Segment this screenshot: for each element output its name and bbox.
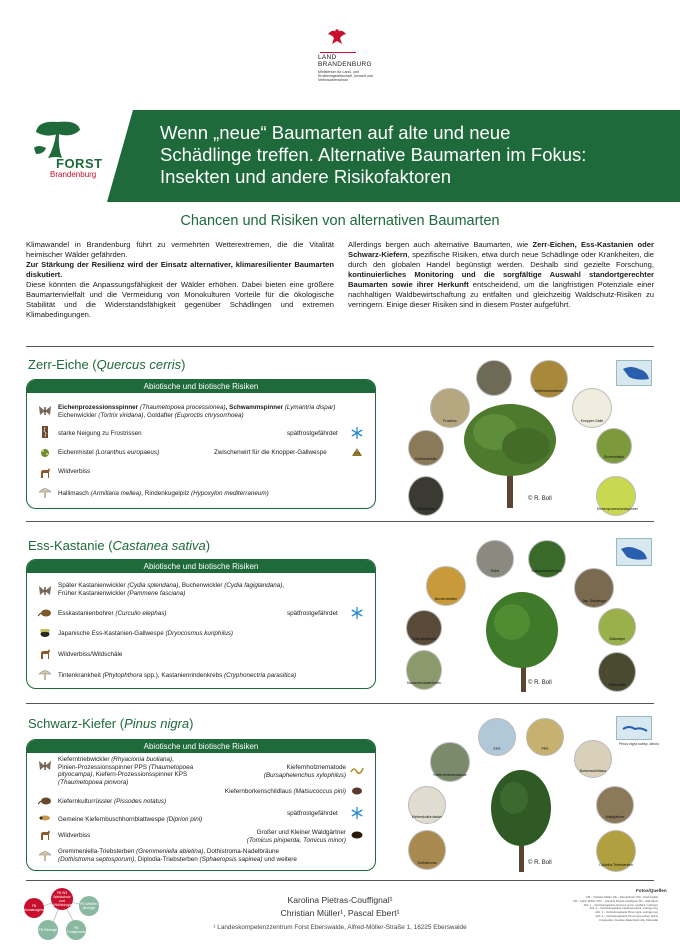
forst-sub: Brandenburg: [50, 170, 97, 179]
risk-late-frost-kiefer: spätfrostgefährdet: [287, 810, 338, 817]
beetle-icon: [350, 829, 364, 841]
distribution-map-kiefer: [616, 716, 652, 740]
panel-title: Abiotische und biotische Risiken: [27, 380, 375, 393]
photo-circle: Wildverbiss: [408, 476, 444, 516]
chestnut-tree-icon: [480, 588, 564, 672]
weevil-icon: [38, 607, 52, 619]
panel-title: Abiotische und biotische Risiken: [27, 740, 375, 753]
photo-circle: Kiefernschwärmer: [530, 360, 568, 398]
risk-fungi-zerr: Hallimasch (Armillaria mellea), Rindenkugelpilz (Hypoxylon mediterraneum): [58, 490, 269, 497]
photo-circle: Jap. Gallwespe: [574, 568, 614, 608]
mushroom-icon: [38, 486, 52, 498]
forst-logo: [24, 118, 114, 188]
mushroom-icon: [38, 668, 52, 680]
photo-circle: Kiefernkulturrüssler: [408, 786, 446, 824]
frost-crack-icon: [38, 426, 52, 438]
risk-moths-kiefer: Kieferntriebwickler (Rhyacionia buoliana), Pinien-Prozessionsspinner PPS (Thaumetopoea pityocampa), Kiefern-Prozessionsspinner KPS (Thaumetopoea pinivora): [58, 756, 194, 786]
risk-browsing-kiefer: Wildverbiss: [58, 832, 91, 839]
risk-panel-kastanie: [26, 559, 376, 689]
nematode-icon: [350, 764, 364, 776]
distribution-map-zerr: [616, 360, 652, 386]
scale-insect-icon: [350, 785, 364, 797]
risk-scale-insect: Kiefernborkenschildlaus (Matsucoccus pini): [224, 788, 346, 795]
photo-credit: © R. Boll: [528, 860, 552, 866]
risk-moths-kastanie: Später Kastanienwickler (Cydia splendana), Buchenwickler (Cydia fagiglandana), Früher Kastanienwickler (Pammene fasciana): [58, 582, 285, 597]
photo-circle: Eichenprozessionsspinner: [596, 476, 636, 516]
risk-fungi-kiefer: Gremmeniella-Triebsterben (Gremmeniella abietina), Dothistroma-Nadelbräune (Dothistroma septosporum), Diplodia-Triebsterben (Sphaeropsis sapinea) und weitere: [58, 848, 297, 863]
risk-sawfly: Gemeine Kiefernbuschhornblattwespe (Diprion pini): [58, 816, 203, 823]
moth-icon: [38, 405, 52, 417]
panel-title: Abiotische und biotische Risiken: [27, 560, 375, 573]
photo-circle: Kastanienrindenkrebs: [406, 650, 442, 690]
authors: Karolina Pietras-Couffignal¹ Christian Müller¹, Pascal Ebert¹: [280, 895, 400, 918]
network-node: FB Wildtier-ökologie: [79, 896, 99, 916]
photo-circle: Esskastanienbohrer: [528, 540, 566, 578]
gall-wasp-icon: [38, 627, 52, 639]
photo-circle: EPS: [478, 718, 516, 756]
forst-word: FORST: [56, 156, 103, 171]
sources-title: Fotos/Quellen: [636, 888, 667, 893]
network-node-center: FB W3 Waldschutz und Wildökologie: [51, 888, 73, 910]
logo-land: LAND: [318, 54, 337, 61]
snowflake-icon: [350, 427, 364, 439]
intro-right: Allerdings bergen auch alternative Baumarten, wie Zerr-Eichen, Ess-Kastanien oder Schwarz-Kiefern, spezifische Risiken, etwa durch neue Schädlinge oder Krankheiten, die durch den globalen Handel begünstigt werden. Deshalb sind gezielte Forschung, kontinuierliches Monitoring und die sorgfältige Auswahl standortgerechter Baumarten sowie ihrer Herkunft entscheidend, um die langfristigen Potenziale einer nachhaltigen Waldbewirtschaftung zu entfalten und gleichzeitig Waldschutz-Risiken zu verringern. Einige dieser Risiken sind in diesem Poster aufgeführt.: [348, 240, 654, 309]
divider-2: [26, 521, 654, 522]
risk-browsing-zerr: Wildverbiss: [58, 468, 91, 475]
photo-circle: Wildschäle: [598, 652, 636, 692]
section-title-kastanie: Ess-Kastanie (Castanea sativa): [28, 538, 211, 553]
moth-icon: [38, 760, 52, 772]
photo-circle: Tintenkrankheit: [406, 610, 442, 646]
deer-icon: [38, 466, 52, 478]
photo-circle: PPS: [526, 718, 564, 756]
photo-circle: Kiefernholznematode: [430, 742, 470, 782]
photo-credit: © R. Boll: [528, 496, 552, 502]
pine-tree-icon: [486, 764, 556, 848]
network-node: FB Ökologie: [38, 920, 58, 940]
poster-title: Wenn „neue“ Baumarten auf alte und neue Schädlinge treffen. Alternative Baumarten im Fokus: Insekten und andere Risikofaktoren: [160, 122, 587, 187]
divider-4: [26, 880, 654, 881]
risk-mistletoe: Eichenmistel (Loranthus europaeus): [58, 449, 160, 456]
mushroom-icon: [38, 849, 52, 861]
snowflake-icon: [350, 807, 364, 819]
photo-credit: © R. Boll: [528, 680, 552, 686]
photo-circle: [476, 360, 512, 396]
risk-nematode: Kiefernholznematode (Bursaphelenchus xylophilus): [263, 764, 346, 779]
eagle-icon: [324, 24, 350, 50]
distribution-map-kastanie: [616, 538, 652, 566]
map-caption: Pinus nigra subsp. laricio: [619, 742, 659, 746]
logo-state: BRANDENBURG: [318, 61, 372, 68]
photo-circle: Waldgärtner: [596, 786, 634, 824]
photo-circle: Borkenschildlaus: [574, 740, 612, 778]
weevil-icon: [38, 795, 52, 807]
risk-chestnut-weevil: Esskastanienbohrer (Curculio elephas): [58, 610, 167, 617]
logo-divider: [320, 52, 356, 53]
risk-frost-cracks: starke Neigung zu Frostrissen: [58, 430, 142, 437]
moth-icon: [38, 585, 52, 597]
gall-icon: [350, 446, 364, 458]
photo-circle: Dothistroma: [408, 830, 446, 870]
section-title-kiefer: Schwarz-Kiefer (Pinus nigra): [28, 716, 194, 731]
poster-subtitle: Chancen und Risiken von alternativen Baumarten: [180, 213, 500, 229]
snowflake-icon: [350, 607, 364, 619]
section-title-zerr: Zerr-Eiche (Quercus cerris): [28, 357, 186, 372]
risk-late-frost-zerr: spätfrostgefährdet: [287, 430, 338, 437]
affiliation: ¹ Landeskompetenzzentrum Forst Eberswalde, Alfred-Möller-Straße 1, 16225 Eberswalde: [213, 924, 467, 931]
divider-3: [26, 703, 654, 704]
photo-circle: Eichenmistel: [596, 428, 632, 464]
risk-pine-weevil: Kiefernkulturrüssler (Pissodes notatus): [58, 798, 167, 805]
risk-fungi-kastanie: Tintenkrankheit (Phytophthora spp.), Kastanienrindenkrebs (Cryphonectria parasitica): [58, 672, 297, 679]
risk-moths-zerr: Eichenprozessionsspinner (Thaumetopoea processionea), Schwammspinner (Lymantria dispar) Eichenwickler (Tortrix viridana), Goldafter (Euproctis chrysorrhoea): [58, 404, 336, 419]
risk-late-frost-kastanie: spätfrostgefährdet: [287, 610, 338, 617]
photo-circle: Diplodia-Triebsterben: [596, 830, 636, 872]
deer-icon: [38, 828, 52, 840]
deer-icon: [38, 647, 52, 659]
mistletoe-icon: [38, 447, 52, 459]
divider-1: [26, 346, 654, 347]
network-node: FB Risikomanagement: [24, 898, 44, 918]
sawfly-icon: [38, 812, 52, 824]
photo-circle: Buchenwickler: [426, 566, 466, 606]
ministry-name: Ministerium für Land- und Ernährungswirtschaft, Umwelt und Verbraucherschutz: [318, 70, 373, 83]
network-node: FB Forstgenetik: [66, 920, 86, 940]
photo-circle: Knopper-Galle: [572, 388, 612, 428]
risk-knopper-host: Zwischenwirt für die Knopper-Gallwespe: [214, 449, 327, 456]
photo-circle: Eiche: [476, 540, 514, 578]
photo-circle: Eichenwickler: [408, 430, 444, 466]
ministry-logo: [312, 24, 372, 94]
risk-shoot-beetles: Großer und Kleiner Waldgärtner (Tomicus piniperda, Tomicus minor): [246, 829, 346, 844]
oak-tree-icon: [460, 400, 560, 480]
photo-circle: Frostriss: [430, 388, 470, 428]
sources-list: CM – Christian Müller; PE – Pascal Ebert; PM – Paul Kapfelt KM – Katrin Möller; KPC – Karolina Pietras-Couffignal; RH – Ralf Hänel Abb. 1 – Verbreitungskarte Quercus cerris, caudal.it / euforgen Abb. 2 – Verbreitungskarte Castanea sativa, euforgen.org Abb. 3 – Verbreitungskarte Pinus nigra, euforgen.org Abb. 4 – Verbreitungskarte Pinus nigra subsp. laricio Fotoquellen: Insekten-Datenbank LFE, iNaturalist: [573, 896, 658, 922]
intro-left: Klimawandel in Brandenburg führt zu vermehrten Wetterextremen, die die Vitalität heimischer Wälder gefährden. Zur Stärkung der Resilienz wird der Einsatz alternativer, klimaresilienter Baumarten diskutiert. Diese könnten die Anpassungsfähigkeit der Wälder erhöhen. Dabei bieten eine größere Baumartenvielfalt und die Vermeidung von Monokulturen Vorteile für die ökologische Stabilität und die Widerstandsfähigkeit gegenüber Schädlingen und extremen Klimabedingungen.: [26, 240, 334, 319]
photo-circle: Gallwespe: [598, 608, 636, 646]
risk-browsing-kastanie: Wildverbiss/Wildschäle: [58, 651, 123, 658]
risk-gall-wasp: Japanische Ess-Kastanien-Gallwespe (Dryocosmus kuriphilus): [58, 630, 233, 637]
